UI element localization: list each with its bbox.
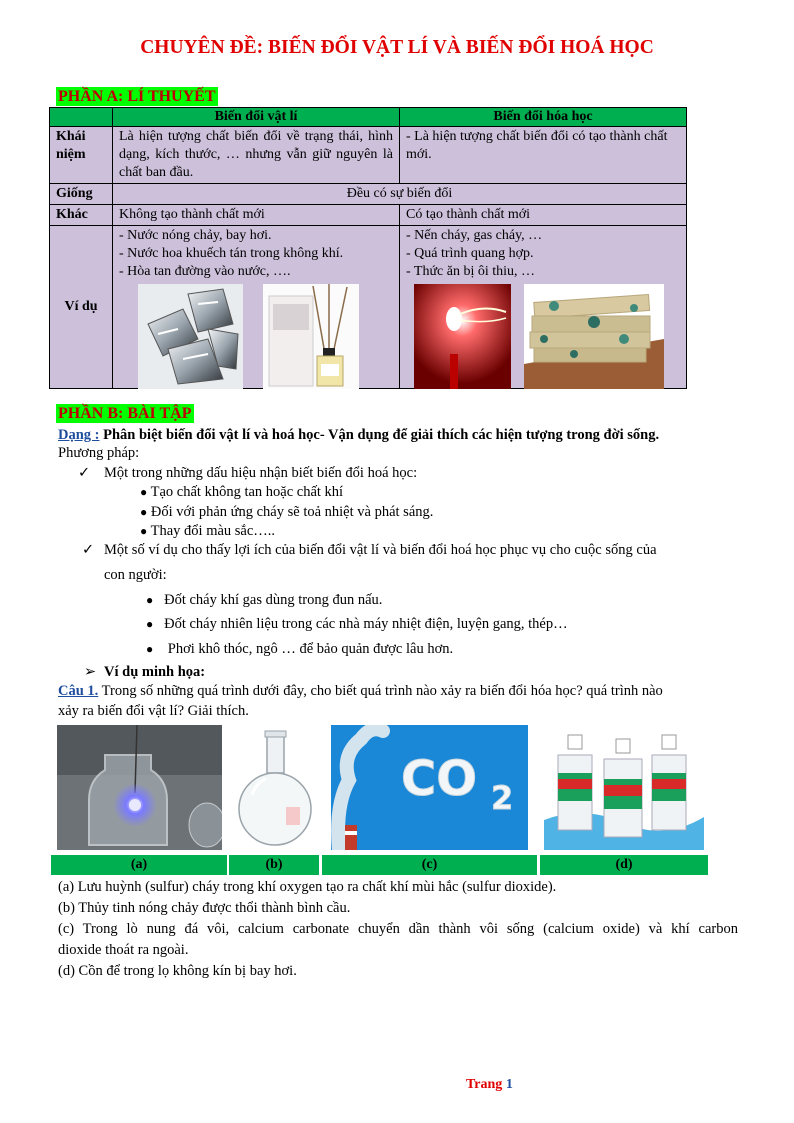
- ice-cubes-image: [138, 284, 243, 389]
- answer-d: (d) Cồn để trong lọ không kín bị bay hơi.: [58, 963, 297, 979]
- example-physical: [113, 226, 400, 389]
- example-chemical-3: - Thức ăn bị ôi thiu, …: [406, 264, 536, 279]
- question-1: Câu 1. Trong số những quá trình dưới đây, cho biết quá trình nào xảy ra biến đổi hóa học? quá trình nào: [58, 683, 663, 699]
- row-label-concept: Khái niệm: [50, 127, 113, 184]
- row-label-example: Ví dụ: [50, 226, 113, 389]
- benefit-intro-1: Một số ví dụ cho thấy lợi ích của biến đổi vật lí và biến đổi hoá học phục vụ cho cuộc sống của: [104, 542, 657, 558]
- row-example: [50, 226, 687, 389]
- co2-subscript: 2: [491, 779, 514, 817]
- concept-chemical: - Là hiện tượng chất biến đổi có tạo thành chất mới.: [400, 127, 687, 184]
- question-1-line2: xảy ra biến đổi vật lí? Giải thích.: [58, 703, 249, 719]
- header-chemical: Biến đổi hóa học: [400, 108, 687, 127]
- benefit-item: ● Đốt cháy nhiên liệu trong các nhà máy nhiệt điện, luyện gang, thép…: [146, 616, 568, 632]
- footer-word: Trang: [466, 1077, 503, 1092]
- diff-chemical: Có tạo thành chất mới: [400, 205, 687, 226]
- header-physical: Biến đổi vật lí: [113, 108, 400, 127]
- example-chemical-2: - Quá trình quang hợp.: [406, 246, 534, 261]
- co2-text: CO: [401, 751, 478, 807]
- row-same: [50, 184, 687, 205]
- sign-intro: Một trong những dấu hiệu nhận biết biến đổi hoá học:: [104, 465, 418, 481]
- comparison-table: [49, 107, 687, 389]
- round-bottom-flask-image: [234, 725, 317, 850]
- dang-label: Dạng :: [58, 427, 100, 443]
- row-label-same: Giống: [50, 184, 113, 205]
- header-empty: [50, 108, 113, 127]
- example-chemical-1: - Nến cháy, gas cháy, …: [406, 228, 543, 243]
- benefit-intro-2: con người:: [104, 567, 167, 583]
- table-header-row: [50, 108, 687, 127]
- benefit-item: ● Phơi khô thóc, ngô … để bảo quản được lâu hơn.: [146, 641, 454, 657]
- row-concept: [50, 127, 687, 184]
- dang-line: [58, 425, 748, 445]
- sign-item: ● Đối với phản ứng cháy sẽ toả nhiệt và phát sáng.: [140, 504, 434, 520]
- concept-physical: Là hiện tượng chất biến đổi về trạng thái, hình dạng, kích thước, … nhưng vẫn giữ nguyên là chất ban đầu.: [113, 127, 400, 184]
- perfume-diffuser-image: [263, 284, 359, 389]
- caption-c: (c): [322, 855, 537, 875]
- part-a-heading: PHẦN A: LÍ THUYẾT: [58, 88, 216, 105]
- example-physical-2: - Nước hoa khuếch tán trong không khí.: [119, 246, 344, 261]
- sign-item: ● Tạo chất không tan hoặc chất khí: [140, 484, 344, 500]
- caption-d: (d): [540, 855, 708, 875]
- alcohol-bottles-image: [544, 725, 704, 850]
- example-chemical: [400, 226, 687, 389]
- part-b-heading: PHẦN B: BÀI TẬP: [58, 405, 192, 422]
- method-label: Phương pháp:: [58, 445, 140, 461]
- row-label-diff: Khác: [50, 205, 113, 226]
- co2-smoke-image: [331, 725, 528, 850]
- example-physical-1: - Nước nóng chảy, bay hơi.: [119, 228, 272, 243]
- example-heading: Ví dụ minh họa:: [104, 664, 206, 680]
- caption-b: (b): [229, 855, 319, 875]
- row-diff: [50, 205, 687, 226]
- page-footer: [466, 1077, 513, 1093]
- check-icon-2: ✓: [82, 542, 95, 558]
- question-label: Câu 1.: [58, 683, 99, 699]
- sulfur-burning-image: [57, 725, 222, 850]
- arrow-bullet-icon: ➢: [84, 664, 97, 680]
- moldy-bread-image: [524, 284, 664, 389]
- answer-c-line2: dioxide thoát ra ngoài.: [58, 942, 189, 958]
- answer-c-line1: (c) Trong lò nung đá vôi, calcium carbonate chuyển dần thành vôi sống (calcium oxide) và khí carbon: [58, 921, 738, 937]
- same-text: Đều có sự biến đổi: [113, 184, 687, 205]
- answer-a: (a) Lưu huỳnh (sulfur) cháy trong khí oxygen tạo ra chất khí mùi hắc (sulfur dioxide).: [58, 879, 557, 895]
- candle-flame-image: [414, 284, 511, 389]
- dang-text: Phân biệt biến đổi vật lí và hoá học- Vận dụng để giải thích các hiện tượng trong đời sống.: [99, 427, 660, 443]
- page-title: CHUYÊN ĐỀ: BIẾN ĐỔI VẬT LÍ VÀ BIẾN ĐỔI HOÁ HỌC: [140, 37, 654, 58]
- page-number: 1: [505, 1077, 513, 1092]
- diff-physical: Không tạo thành chất mới: [113, 205, 400, 226]
- answer-b: (b) Thủy tinh nóng chảy được thổi thành bình cầu.: [58, 900, 351, 916]
- example-physical-3: - Hòa tan đường vào nước, ….: [119, 264, 291, 279]
- check-icon-1: ✓: [78, 465, 91, 481]
- sign-item: ● Thay đổi màu sắc…..: [140, 523, 276, 539]
- caption-a: (a): [51, 855, 227, 875]
- benefit-item: ● Đốt cháy khí gas dùng trong đun nấu.: [146, 592, 383, 608]
